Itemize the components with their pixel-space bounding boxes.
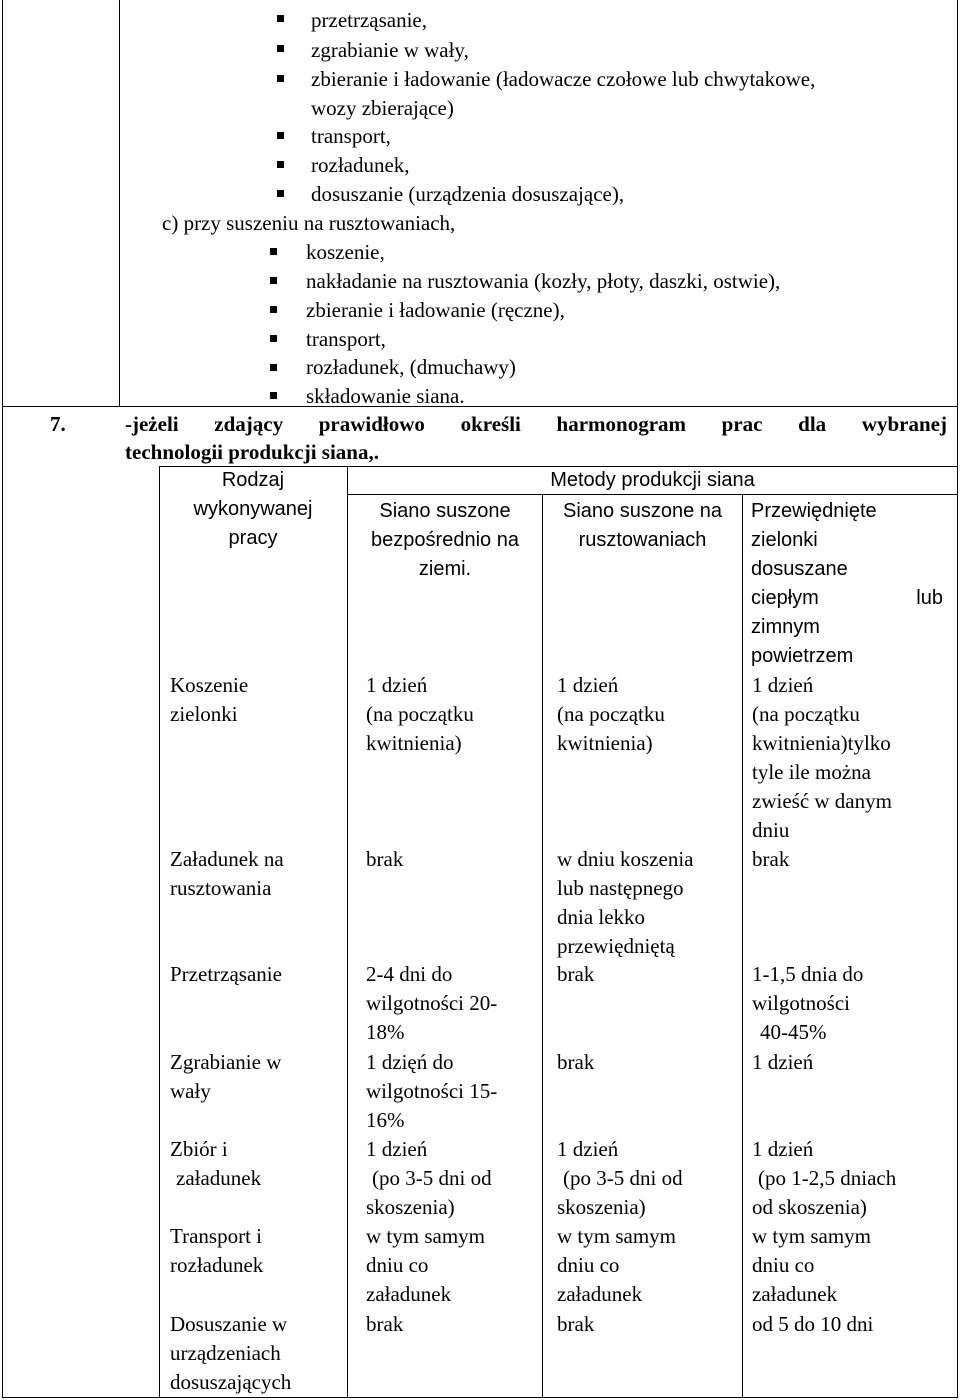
cell-ground-dried — [366, 1222, 485, 1309]
cell-line: Koszenie — [170, 673, 249, 697]
cell-ground-dried — [366, 960, 497, 1047]
row-label — [170, 1310, 291, 1397]
cell-line: wilgotności 20- — [366, 991, 498, 1015]
cell-line: od skoszenia) — [752, 1195, 867, 1219]
cell-rack-dried — [557, 1048, 594, 1077]
cell-line: załadunek — [176, 1166, 262, 1190]
cell-line: brak — [752, 847, 790, 871]
cell-line: kwitnienia)tylko — [752, 731, 891, 755]
cell-line: lub następnego — [557, 876, 684, 900]
cell-rack-dried — [557, 671, 665, 758]
cell-line: Załadunek na — [170, 847, 284, 871]
list-item: zbieranie i ładowanie (ręczne), — [306, 298, 565, 322]
cell-rack-dried — [557, 845, 693, 961]
cell-line: 1-1,5 dnia do — [752, 962, 864, 986]
cell-line: zwieść w danym — [752, 789, 892, 813]
cell-line: urządzeniach — [170, 1341, 281, 1365]
table-column-line — [742, 494, 743, 1398]
cell-line: w tym samym — [366, 1224, 485, 1248]
cell-line: Transport i — [170, 1224, 262, 1248]
row-label — [170, 1222, 263, 1280]
cell-rack-dried — [557, 1310, 594, 1339]
list-item: zgrabianie w wały, — [311, 38, 469, 62]
cell-line: 1 dzień — [752, 1137, 814, 1161]
cell-air-dried — [752, 845, 789, 874]
cell-line: 1 dzięń do — [366, 1050, 454, 1074]
bullet-icon — [277, 75, 284, 82]
bullet-icon — [277, 161, 284, 168]
table-column-line — [347, 466, 348, 1398]
cell-line: kwitnienia) — [366, 731, 462, 755]
row-label — [170, 1135, 261, 1193]
bullet-icon — [270, 335, 277, 342]
cell-line: 1 dzień — [557, 673, 619, 697]
cell-line: skoszenia) — [557, 1195, 646, 1219]
row-label — [170, 1048, 281, 1106]
cell-line: brak — [557, 962, 595, 986]
item-text-line1: -jeżeli zdający prawidłowo określi harmonogram prac dla wybranej — [125, 412, 947, 436]
cell-line: wilgotności 15- — [366, 1079, 498, 1103]
cell-line: Zgrabianie w — [170, 1050, 282, 1074]
cell-line: Przetrząsanie — [170, 962, 282, 986]
list-item: transport, — [311, 124, 391, 148]
cell-line: 18% — [366, 1020, 405, 1044]
row-divider — [2, 406, 958, 407]
cell-air-dried — [752, 1048, 813, 1077]
cell-line: załadunek — [557, 1282, 643, 1306]
column-divider — [119, 0, 120, 406]
list-item-continuation: wozy zbierające) — [311, 96, 454, 120]
cell-line: dosuszających — [170, 1370, 292, 1394]
cell-rack-dried — [557, 960, 594, 989]
list-item: składowanie siana. — [306, 384, 465, 408]
cell-line: brak — [557, 1312, 595, 1336]
list-item: rozładunek, — [311, 153, 410, 177]
row-label — [170, 671, 248, 729]
list-item: transport, — [306, 327, 386, 351]
bullet-icon — [270, 364, 277, 371]
cell-line: zielonki — [170, 702, 238, 726]
list-item: zbieranie i ładowanie (ładowacze czołowe lub chwytakowe, — [311, 67, 816, 91]
cell-line: Dosuszanie w — [170, 1312, 288, 1336]
cell-line: rusztowania — [170, 876, 272, 900]
header-rack-dried: Siano suszone na rusztowaniach — [562, 500, 722, 551]
cell-line: od 5 do 10 dni — [752, 1312, 874, 1336]
table-column-line — [542, 494, 543, 1398]
cell-line: wały — [170, 1079, 211, 1103]
bullet-icon — [270, 248, 277, 255]
cell-line: 40-45% — [760, 1020, 827, 1044]
bullet-icon — [270, 306, 277, 313]
cell-line: (po 1-2,5 dniach — [758, 1166, 897, 1190]
cell-line: Zbiór i — [170, 1137, 228, 1161]
header-work-type: Rodzaj wykonywanej pracy — [193, 469, 313, 549]
cell-line: (na początku — [366, 702, 474, 726]
cell-line: (na początku — [752, 702, 860, 726]
bullet-icon — [277, 132, 284, 139]
cell-line: 1 dzień — [557, 1137, 619, 1161]
cell-line: brak — [366, 847, 404, 871]
cell-line: dniu co — [366, 1253, 429, 1277]
cell-line: tyle ile można — [752, 760, 871, 784]
cell-air-dried — [752, 1135, 896, 1222]
item-number: 7. — [50, 412, 66, 436]
bullet-icon — [270, 392, 277, 399]
cell-line: dniu — [752, 818, 790, 842]
list-item: przetrząsanie, — [311, 8, 428, 32]
cell-ground-dried — [366, 845, 403, 874]
header-ground-dried: Siano suszone bezpośrednio na ziemi. — [371, 500, 519, 580]
bullet-icon — [277, 15, 284, 22]
cell-line: 1 dzień — [366, 1137, 428, 1161]
bullet-icon — [277, 190, 284, 197]
cell-line: przewiędniętą — [557, 934, 675, 958]
cell-line: dnia lekko — [557, 905, 646, 929]
cell-line: rozładunek — [170, 1253, 264, 1277]
header-air-dried: Przewiędnięte zielonki dosuszane ciepłym lub zimnym powietrzem — [751, 500, 943, 667]
cell-ground-dried — [366, 1048, 497, 1135]
cell-line: 1 dzień — [366, 673, 428, 697]
row-label — [170, 845, 284, 903]
cell-line: (po 3-5 dni od — [563, 1166, 683, 1190]
cell-air-dried — [752, 1222, 871, 1309]
section-c-heading: c) przy suszeniu na rusztowaniach, — [162, 211, 456, 235]
cell-line: brak — [366, 1312, 404, 1336]
cell-line: w tym samym — [752, 1224, 871, 1248]
list-item: nakładanie na rusztowania (kozły, płoty, daszki, ostwie), — [306, 269, 781, 293]
cell-line: 1 dzień — [752, 673, 814, 697]
cell-line: brak — [557, 1050, 595, 1074]
cell-line: dniu co — [557, 1253, 620, 1277]
list-item: koszenie, — [306, 240, 385, 264]
cell-line: dniu co — [752, 1253, 815, 1277]
row-label — [170, 960, 282, 989]
cell-line: 16% — [366, 1108, 405, 1132]
bullet-icon — [270, 277, 277, 284]
cell-rack-dried — [557, 1222, 676, 1309]
cell-line: (na początku — [557, 702, 665, 726]
item-text-line2: technologii produkcji siana,. — [125, 440, 379, 464]
cell-line: załadunek — [366, 1282, 452, 1306]
list-item: dosuszanie (urządzenia dosuszające), — [311, 182, 625, 206]
cell-line: (po 3-5 dni od — [372, 1166, 492, 1190]
cell-line: skoszenia) — [366, 1195, 455, 1219]
cell-air-dried — [752, 671, 892, 845]
cell-air-dried — [752, 960, 863, 1047]
cell-line: 2-4 dni do — [366, 962, 453, 986]
cell-line: w tym samym — [557, 1224, 676, 1248]
cell-air-dried — [752, 1310, 873, 1339]
cell-line: załadunek — [752, 1282, 838, 1306]
cell-ground-dried — [366, 1310, 403, 1339]
cell-line: kwitnienia) — [557, 731, 653, 755]
cell-line: wilgotności — [752, 991, 850, 1015]
cell-line: w dniu koszenia — [557, 847, 694, 871]
cell-ground-dried — [366, 1135, 492, 1222]
cell-ground-dried — [366, 671, 474, 758]
list-item: rozładunek, (dmuchawy) — [306, 355, 516, 379]
cell-line: 1 dzień — [752, 1050, 814, 1074]
header-methods: Metody produkcji siana — [550, 469, 755, 491]
bullet-icon — [277, 45, 284, 52]
cell-rack-dried — [557, 1135, 683, 1222]
